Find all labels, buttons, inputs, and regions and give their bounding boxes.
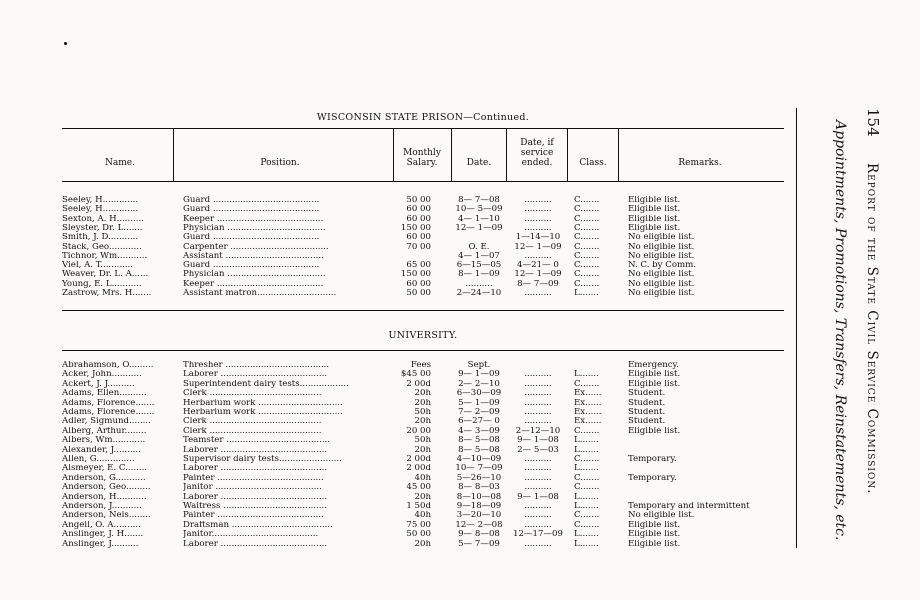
cell-date: 3—20—10 [456,511,502,521]
cell-class: L....... [574,530,599,540]
header-date: Date. [466,158,492,168]
cell-salary: 75 00 [406,520,431,530]
cell-class: Ex...... [574,389,602,399]
table-row [62,361,784,370]
cell-salary: Fees [410,361,431,370]
cell-ended: .......... [524,511,552,521]
cell-remarks: No eligible list. [628,233,695,243]
cell-ended: 9— 1—08 [517,492,559,502]
table-row [62,530,784,539]
cell-salary: 60 00 [406,205,431,215]
table-row [62,280,784,289]
cell-name: Alberg, Arthur........ [62,426,147,436]
cell-remarks: Temporary and intermittent [628,502,750,511]
header-name: Name. [105,158,135,168]
cell-remarks: Eligible list. [628,205,681,215]
cell-date: 8— 8—03 [458,483,500,493]
cell-class: C....... [574,233,600,243]
cell-class: C....... [574,242,600,252]
cell-salary: 2 00d [406,379,431,389]
cell-ended: .......... [524,379,552,389]
cell-name: Anslinger, J.......... [62,539,139,549]
cell-position: Assistant .................................... [183,251,324,261]
page-number: 154 [864,108,882,137]
cell-remarks: Eligible list. [628,530,681,540]
cell-position: Clerk ......................................... [183,426,322,436]
col-divider [451,129,452,181]
cell-class: C....... [574,455,600,464]
cell-remarks: Eligible list. [628,520,681,530]
cell-date: 6—27— 0 [458,417,500,427]
cell-ended: .......... [524,417,552,427]
cell-remarks: No eligible list. [628,279,695,289]
cell-class: Ex...... [574,408,602,417]
cell-position: Draftsman ..................................... [183,520,333,530]
cell-ended: .......... [524,464,552,474]
cell-ended: .......... [524,483,552,493]
table-row [62,243,784,252]
cell-ended: .......... [524,520,552,530]
cell-remarks: No eligible list. [628,289,695,298]
table-row [62,380,784,389]
cell-position: Thresher ...................................... [183,361,330,370]
table-row [62,483,784,492]
cell-ended: .......... [524,205,552,215]
cell-date: 8— 5—08 [458,436,500,446]
cell-name: Ackert, J. J.......... [62,379,135,389]
cell-remarks: Temporary. [628,473,677,483]
cell-ended: 2— 5—03 [517,445,559,455]
cell-class: C....... [574,196,600,205]
cell-name: Zastrow, Mrs. H....... [62,289,152,298]
cell-date: 12— 2—08 [455,520,503,530]
cell-position: Keeper ....................................... [183,279,324,289]
cell-ended: .......... [524,196,552,205]
cell-name: Abrahamson, O......... [62,361,154,370]
col-divider [393,129,394,181]
cell-remarks: Eligible list. [628,379,681,389]
cell-ended: .......... [524,223,552,233]
cell-remarks: Eligible list. [628,196,681,205]
cell-class: L....... [574,502,599,511]
cell-name: Adams, Florence....... [62,408,155,417]
cell-class: Ex...... [574,417,602,427]
cell-name: Adams, Ellen.......... [62,389,147,399]
cell-name: Angell, O. A.......... [62,520,141,530]
cell-salary: 20h [414,398,431,408]
cell-date: 5— 7—09 [458,539,500,549]
cell-remarks: Student. [628,389,666,399]
running-subtitle: Appointments, Promotions, Transfers, Reinstatements, etc. [832,120,848,541]
cell-ended: 4—21— 0 [517,261,559,271]
cell-position: Laborer ....................................... [183,539,328,549]
cell-date: Sept. [467,361,491,370]
cell-class: C....... [574,214,600,224]
cell-date: 8— 5—08 [458,445,500,455]
cell-salary: 50h [414,436,431,446]
cell-ended: .......... [524,214,552,224]
cell-position: Herbarium work ............................... [183,398,343,408]
running-header [812,108,882,548]
cell-class: L....... [574,436,599,446]
running-header-title: Report of the State Civil Service Commission. [864,162,880,495]
cell-salary: 50 00 [406,530,431,540]
table-row [62,521,784,530]
table-row [62,261,784,270]
cell-class: C....... [574,279,600,289]
cell-class: Ex...... [574,398,602,408]
cell-ended: .......... [524,473,552,483]
cell-position: Keeper ....................................... [183,214,324,224]
table-row [62,511,784,520]
cell-class: C....... [574,426,600,436]
cell-position: Guard ....................................... [183,233,320,243]
table-row [62,408,784,417]
cell-ended: 2—12—10 [515,426,561,436]
table-row [62,436,784,445]
cell-ended: 12— 1—09 [514,242,562,252]
col-divider [618,129,619,181]
cell-name: Anderson, H........... [62,492,147,502]
cell-ended: .......... [524,502,552,511]
cell-salary: 70 00 [406,242,431,252]
ink-dot [64,42,67,45]
cell-position: Waitress ...................................... [183,502,327,511]
cell-salary: 60 00 [406,214,431,224]
cell-class: C....... [574,483,600,493]
cell-date: 8— 1—09 [458,270,500,280]
cell-date: 2— 2—10 [458,379,500,389]
cell-position: Guard ....................................... [183,205,320,215]
cell-ended: .......... [524,539,552,549]
cell-position: Assistant matron............................. [183,289,337,298]
table-row [62,493,784,502]
cell-salary: 20h [414,445,431,455]
table-row [62,252,784,261]
cell-salary: 150 00 [400,223,431,233]
cell-remarks: Student. [628,408,666,417]
cell-remarks: No eligible list. [628,251,695,261]
cell-position: Laborer ....................................... [183,445,328,455]
header-class: Class. [579,158,607,168]
cell-name: Seeley, H............. [62,205,139,215]
cell-class: L....... [574,492,599,502]
cell-remarks: Emergency. [628,361,679,370]
cell-position: Laborer ....................................... [183,370,328,380]
cell-name: Viel, A. T............ [62,261,134,271]
table-row [62,427,784,436]
cell-class: C....... [574,270,600,280]
cell-ended: .......... [524,455,552,464]
cell-name: Adler, Sigmund........ [62,417,151,427]
cell-salary: 60 00 [406,233,431,243]
cell-date: .......... [465,279,493,289]
table-row [62,389,784,398]
cell-ended: .......... [524,370,552,380]
table-row [62,464,784,473]
cell-position: Janitor ....................................... [183,483,322,493]
cell-class: C....... [574,379,600,389]
cell-date: 8— 7—08 [458,196,500,205]
cell-position: Physician .................................... [183,270,326,280]
cell-salary: 20h [414,539,431,549]
cell-name: Anderson, J........... [62,502,142,511]
cell-salary: 2 00d [406,455,431,464]
header-bottom-rule [62,181,784,182]
cell-position: Herbarium work ............................... [183,408,343,417]
cell-date: 5—26—10 [456,473,502,483]
section-rule-top [62,310,784,311]
section-rule-bottom [62,350,784,351]
cell-salary: 65 00 [406,261,431,271]
cell-position: Painter ....................................... [183,473,324,483]
cell-date: 2—24—10 [456,289,502,298]
table-row [62,224,784,233]
cell-ended: 8— 7—09 [517,279,559,289]
cell-remarks: Student. [628,398,666,408]
margin-rule [796,108,797,548]
table-row [62,215,784,224]
cell-class: L....... [574,539,599,549]
cell-remarks: Eligible list. [628,214,681,224]
cell-name: Stack, Geo............ [62,242,142,252]
cell-salary: 150 00 [400,270,431,280]
cell-position: Carpenter .................................... [183,242,329,252]
cell-date: 9— 8—08 [458,530,500,540]
cell-class: C....... [574,223,600,233]
header-remarks: Remarks. [678,158,722,168]
cell-class: L....... [574,289,599,298]
cell-date: O. E. [468,242,490,252]
cell-date: 4— 1—10 [458,214,500,224]
cell-date: 4— 1—07 [458,251,500,261]
cell-ended: 1—14—10 [515,233,561,243]
cell-class: L....... [574,370,599,380]
cell-position: Guard ....................................... [183,261,320,271]
cell-name: Seeley, H............. [62,196,139,205]
cell-remarks: No eligible list. [628,511,695,521]
col-divider [567,129,568,181]
cell-class: C....... [574,251,600,261]
cell-name: Allen, G.............. [62,455,135,464]
col-divider [506,129,507,181]
cell-class: C....... [574,520,600,530]
cell-name: Sleyster, Dr. L....... [62,223,143,233]
cell-name: Alexander, J.......... [62,445,141,455]
cell-name: Anslinger, J. H....... [62,530,144,540]
cell-name: Tichnor, Wm........... [62,251,148,261]
cell-position: Superintendent dairy tests.................. [183,379,349,389]
cell-ended: 9— 1—08 [517,436,559,446]
table-row [62,196,784,205]
table-row [62,270,784,279]
cell-name: Anderson, Geo......... [62,483,151,493]
cell-ended: 12— 1—09 [514,270,562,280]
page-title: WISCONSIN STATE PRISON—Continued. [316,112,530,123]
cell-class: C....... [574,205,600,215]
table-row [62,502,784,511]
table-row [62,205,784,214]
cell-date: 6—15—05 [456,261,502,271]
cell-remarks: No eligible list. [628,242,695,252]
cell-name: Anderson, Nels........ [62,511,151,521]
cell-remarks: Temporary. [628,455,677,464]
cell-remarks: Eligible list. [628,426,681,436]
cell-ended: .......... [524,389,552,399]
cell-date: 10— 7—09 [455,464,503,474]
cell-salary: 60 00 [406,279,431,289]
cell-ended: .......... [524,289,552,298]
cell-name: Smith, J. D........... [62,233,139,243]
cell-remarks: N. C. by Comm. [628,261,697,271]
table-row [62,474,784,483]
cell-class: C....... [574,511,600,521]
cell-name: Alsmeyer, E. C........ [62,464,148,474]
cell-remarks: Eligible list. [628,539,681,549]
cell-salary: 2 00d [406,464,431,474]
cell-remarks: Student. [628,417,666,427]
cell-salary: 40h [414,473,431,483]
header-position: Position. [260,158,300,168]
cell-position: Supervisor dairy tests....................... [183,455,342,464]
cell-name: Weaver, Dr. L. A...... [62,270,149,280]
cell-remarks: No eligible list. [628,270,695,280]
table-row [62,455,784,464]
cell-position: Clerk ......................................... [183,389,322,399]
cell-date: 7— 2—09 [458,408,500,417]
cell-position: Janitor....................................... [183,530,319,540]
cell-salary: 50h [414,408,431,417]
cell-remarks: Eligible list. [628,223,681,233]
cell-name: Albers, Wm............ [62,436,146,446]
cell-date: 6—30—09 [456,389,502,399]
cell-salary: 20 00 [406,426,431,436]
cell-salary: $45 00 [400,370,431,380]
table-row [62,233,784,242]
cell-salary: 50 00 [406,289,431,298]
cell-class: C....... [574,261,600,271]
cell-name: Young, E. L........... [62,279,142,289]
table-row [62,289,784,298]
cell-date: 10— 5—09 [455,205,503,215]
cell-salary: 20h [414,417,431,427]
header-ended: Date, if service ended. [520,138,554,168]
cell-name: Anderson, G........... [62,473,146,483]
cell-position: Laborer ....................................... [183,464,328,474]
cell-class: L....... [574,464,599,474]
cell-name: Sexton, A. H.......... [62,214,144,224]
table-row [62,370,784,379]
cell-position: Physician .................................... [183,223,326,233]
cell-ended: .......... [524,398,552,408]
cell-salary: 50 00 [406,196,431,205]
cell-date: 8—10—08 [456,492,502,502]
cell-date: 4—10—09 [456,455,502,464]
cell-date: 9—18—09 [456,502,502,511]
table-row [62,446,784,455]
cell-name: Adams, Florence....... [62,398,155,408]
cell-salary: 1 50d [406,502,431,511]
cell-ended: .......... [524,251,552,261]
cell-date: 12— 1—09 [455,223,503,233]
cell-position: Teamster ...................................... [183,436,331,446]
cell-class: L....... [574,445,599,455]
header-salary: Monthly Salary. [403,148,441,168]
cell-salary: 20h [414,389,431,399]
cell-position: Guard ....................................... [183,196,320,205]
table-row [62,417,784,426]
table-row [62,399,784,408]
cell-name: Acker, John........... [62,370,142,380]
cell-date: 4— 3—09 [458,426,500,436]
cell-date: 9— 1—09 [458,370,500,380]
cell-ended: 12—17—09 [513,530,563,540]
cell-salary: 20h [414,492,431,502]
cell-ended: .......... [524,408,552,417]
section-title: UNIVERSITY. [388,330,458,341]
table-row [62,540,784,549]
cell-remarks: Eligible list. [628,370,681,380]
cell-salary: 40h [414,511,431,521]
cell-position: Clerk ......................................... [183,417,322,427]
cell-position: Laborer ....................................... [183,492,328,502]
cell-date: 5— 1—09 [458,398,500,408]
cell-salary: 45 00 [406,483,431,493]
cell-class: C....... [574,473,600,483]
table-top-rule [62,128,784,129]
col-divider [173,129,174,181]
cell-position: Painter ....................................... [183,511,324,521]
